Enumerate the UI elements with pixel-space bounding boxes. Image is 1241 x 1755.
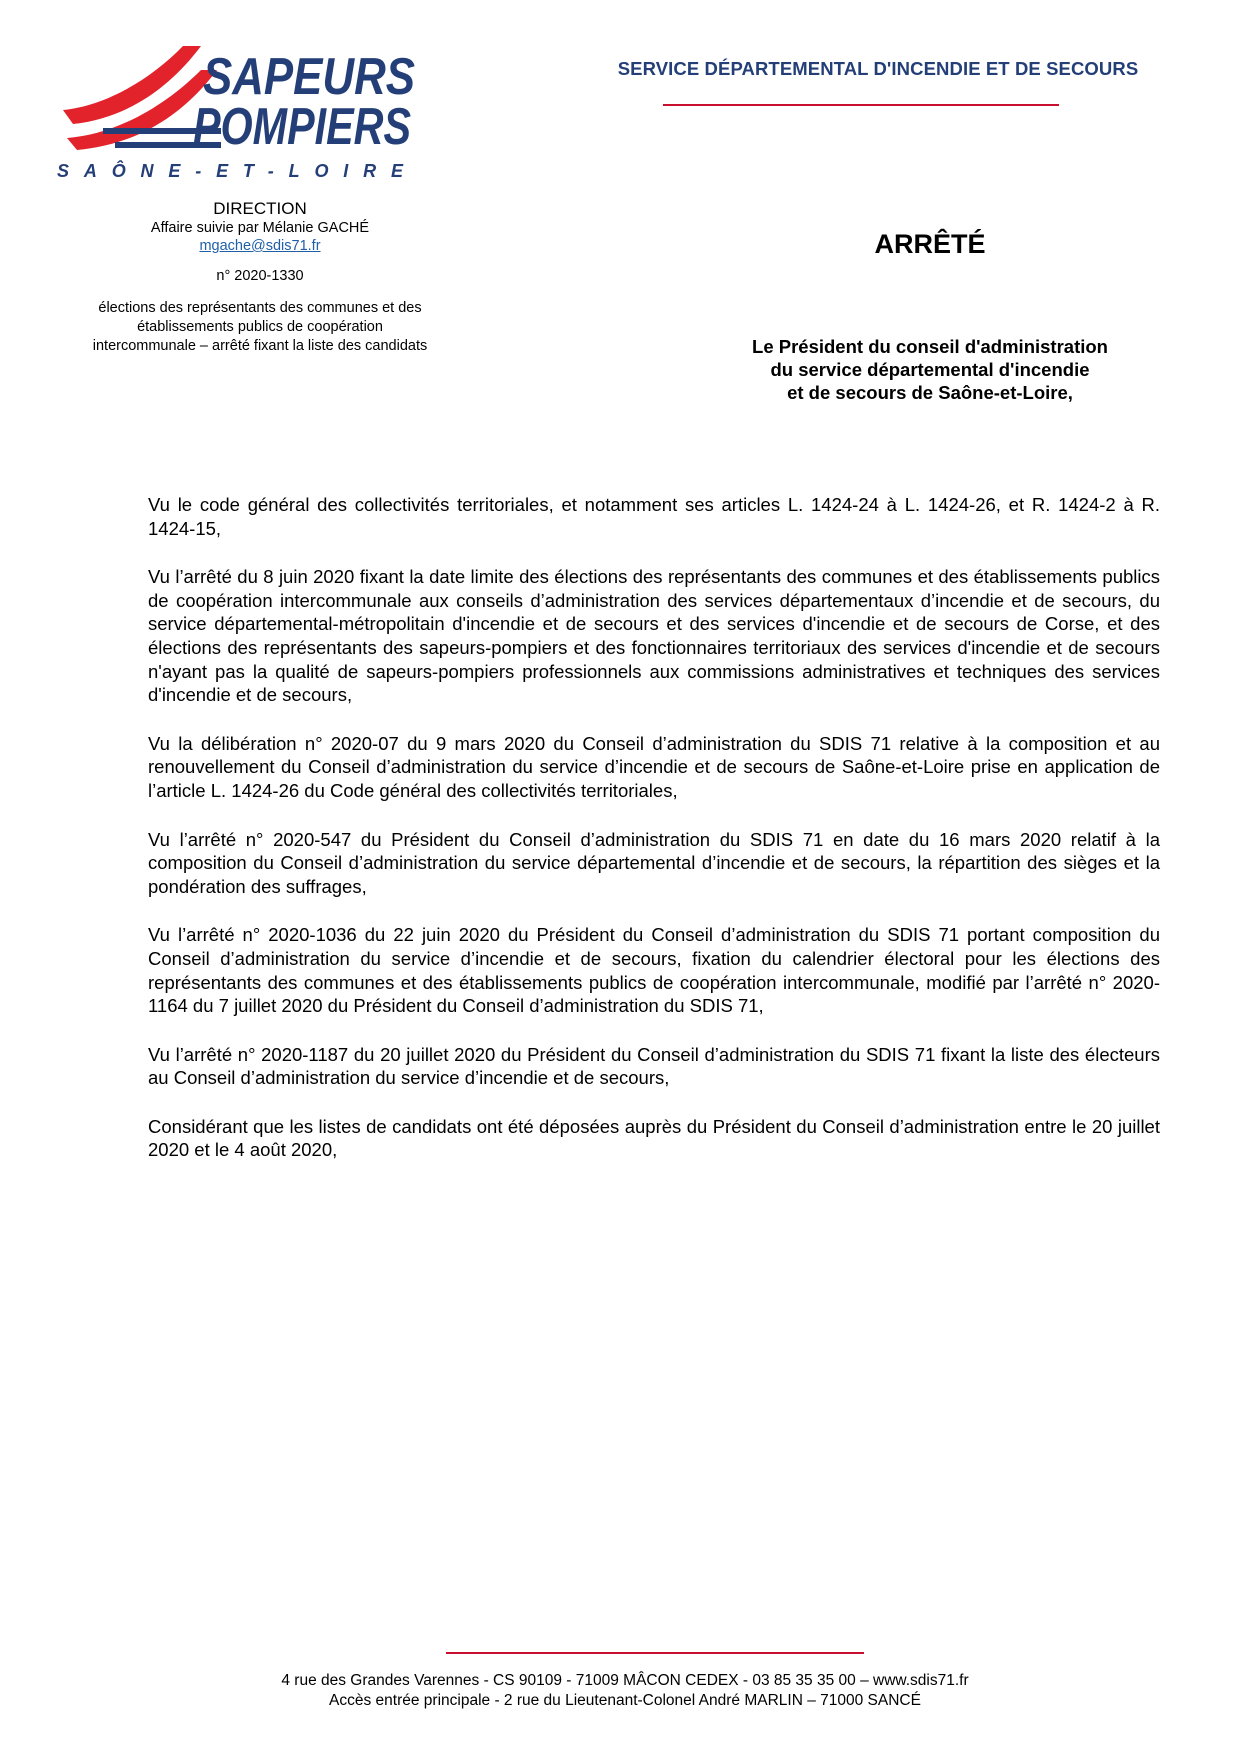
logo-line-saone-et-loire: SAÔNE-ET-LOIRE	[57, 161, 403, 181]
sender-email-link[interactable]: mgache@sdis71.fr	[199, 238, 321, 254]
document-title: ARRÊTÉ	[874, 229, 986, 259]
recital-paragraph: Vu le code général des collectivités territoriales, et notamment ses articles L. 1424-24 à L. 1424-26, et R. 1424-2 à R. 1424-15,	[148, 494, 1160, 539]
logo-line-pompiers: POMPIERS	[193, 98, 412, 156]
considering-paragraph: Considérant que les listes de candidats ont été déposées auprès du Président du Conseil d’administration entre le 20 juillet 2020 et le 4 août 2020,	[148, 1115, 1160, 1161]
recital-paragraph: Vu l’arrêté n° 2020-547 du Président du Conseil d’administration du SDIS 71 en date du 16 mars 2020 relatif à la composition du Conseil d’administration du service départemental d’incendie et de secours, la répartition des sièges et la pondération des suffrages,	[148, 828, 1160, 897]
logo-line-sapeurs: SAPEURS	[203, 48, 416, 106]
recital-paragraph: Vu l’arrêté du 8 juin 2020 fixant la date limite des élections des représentants des communes et des établissements publics de coopération intercommunale aux conseils d’administration des services départementaux d’incendie et de secours, du service départemental-métropolitain d'incendie et de secours et des services d'incendie et de secours de Corse, et des élections des représentants des sapeurs-pompiers et des fonctionnaires territoriaux des services d'incendie et de secours n'ayant pas la qualité de sapeurs-pompiers professionnels aux commissions administratives et techniques des services d'incendie et de secours,	[148, 566, 1160, 706]
document-subject	[60, 299, 460, 356]
subject-line: établissements publics de coopération	[137, 319, 383, 335]
sender-followed-by: Affaire suivie par Mélanie GACHÉ	[150, 220, 370, 236]
authority-line: du service départemental d'incendie	[770, 359, 1090, 380]
document-number: n° 2020-1330	[216, 268, 304, 284]
sender-department: DIRECTION	[213, 199, 307, 218]
authority-line: et de secours de Saône-et-Loire,	[787, 382, 1073, 403]
recital-paragraph: Vu l’arrêté n° 2020-1187 du 20 juillet 2020 du Président du Conseil d’administration du SDIS 71 fixant la liste des électeurs au Conseil d’administration du service d’incendie et de secours,	[148, 1043, 1160, 1089]
issuing-authority	[650, 335, 1210, 404]
sapeurs-pompiers-logo	[55, 40, 415, 190]
document-body	[148, 493, 1160, 1187]
sender-block	[60, 198, 460, 356]
footer-address: 4 rue des Grandes Varennes - CS 90109 - 71009 MÂCON CEDEX - 03 85 35 35 00 – www.sdis71.fr	[281, 1672, 969, 1689]
authority-line: Le Président du conseil d'administration	[752, 336, 1108, 357]
footer	[200, 1671, 1050, 1711]
service-title: SERVICE DÉPARTEMENTAL D'INCENDIE ET DE SECOURS	[617, 58, 1139, 79]
footer-access: Accès entrée principale - 2 rue du Lieutenant-Colonel André MARLIN – 71000 SANCÉ	[329, 1692, 921, 1709]
recital-paragraph: Vu la délibération n° 2020-07 du 9 mars 2020 du Conseil d’administration du SDIS 71 relative à la composition et au renouvellement du Conseil d’administration du service d’incendie et de secours de Saône-et-Loire prise en application de l’article L. 1424-26 du Code général des collectivités territoriales,	[148, 732, 1160, 801]
header-divider	[663, 104, 1059, 106]
footer-divider	[446, 1652, 864, 1654]
subject-line: élections des représentants des communes et des	[98, 300, 422, 316]
subject-line: intercommunale – arrêté fixant la liste des candidats	[92, 338, 428, 354]
recital-paragraph: Vu l’arrêté n° 2020-1036 du 22 juin 2020 du Président du Conseil d’administration du SDIS 71 portant composition du Conseil d’administration du service d’incendie et de secours, fixation du calendrier électoral pour les élections des représentants des communes et des établissements publics de coopération intercommunale, modifié par l’arrêté n° 2020-1164 du 7 juillet 2020 du Président du Conseil d’administration du SDIS 71,	[148, 924, 1160, 1017]
